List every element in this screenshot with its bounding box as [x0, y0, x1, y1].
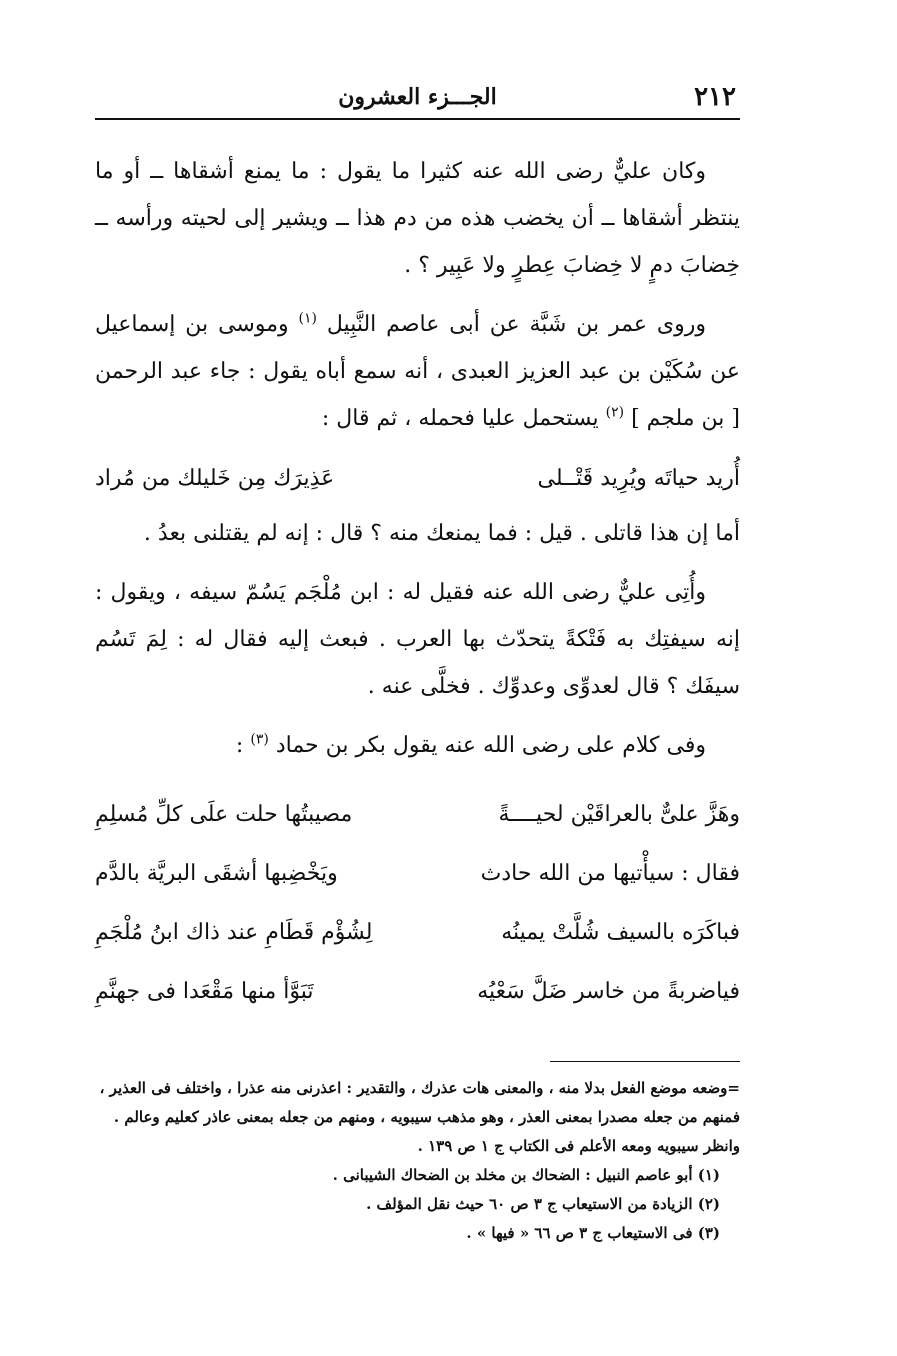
paragraph-2 [95, 301, 740, 442]
book-page [95, 78, 740, 1248]
main-text [95, 148, 740, 1021]
footnotes [95, 1074, 740, 1248]
footnote-3: (٣) فى الاستيعاب ج ٣ ص ٦٦ « فيها » . [466, 1224, 720, 1242]
header-rule [95, 118, 740, 120]
footnote-continuation: =وضعه موضع الفعل بدلا منه ، والمعنى هات عذرك ، والتقدير : اعذرنى منه عذرا ، واختلف فى العذير ، فمنهم من جعله مصدرا بمعنى العذر ، وهو مذهب سيبويه ، ومنهم من جعله بمعنى عاذر كعليم وعالم . وانظر سيبويه ومعه الأعلم فى الكتاب ج ١ ص ١٣٩ . [99, 1079, 740, 1155]
paragraph-3: أما إن هذا قاتلى . قيل : فما يمنعك منه ؟ قال : إنه لم يقتلنى بعدُ . [143, 521, 740, 546]
verse-hemistich-first: أُريد حياتَه ويُرِيد قَتْــلى [537, 466, 740, 491]
poem-verse-1-second: مصيبتُها حلت علَى كلِّ مُسلِمِ [95, 802, 353, 827]
paragraph-5-colon: : [235, 733, 244, 758]
poem-verse-1-first: وهَزَّ علىٌّ بالعراقَيْن لحيــــةً [498, 802, 740, 827]
poem-verse-3-second: لِشُؤْم قَطَامِ عند ذاك ابنُ مُلْجَمِ [95, 920, 373, 945]
page-number: ٢١٢ [694, 82, 736, 112]
page-header [95, 78, 740, 118]
verse-line [95, 454, 740, 504]
paragraph-5 [95, 722, 740, 769]
poem-verse-2-first: فقال : سيأْتيها من الله حادث [480, 861, 740, 886]
poem-verse-1 [95, 785, 740, 844]
poem [95, 785, 740, 1021]
paragraph-2-text-c: يستحمل عليا فحمله ، ثم قال : [321, 406, 599, 431]
poem-verse-3-first: فباكَرَه بالسيف شُلَّتْ يمينُه [501, 920, 740, 945]
footnote-ref-2: (٢) [605, 404, 625, 421]
poem-verse-4 [95, 962, 740, 1021]
poem-verse-4-first: فياضربةً من خاسر ضَلَّ سَعْيُه [477, 979, 740, 1004]
poem-verse-4-second: تَبَوَّأ منها مَقْعَدا فى جهنَّمِ [95, 979, 314, 1004]
footnote-rule [550, 1061, 740, 1062]
paragraph-5-text: وفى كلام على رضى الله عنه يقول بكر بن حماد [275, 733, 706, 758]
paragraph-2-text-b: وموسى بن إسماعيل عن سُكَيْن بن عبد العزيز العبدى ، أنه سمع أباه يقول : جاء عبد الرحمن [ بن ملجم ] [95, 312, 740, 431]
paragraph-4: وأُتِى عليٌّ رضى الله عنه فقيل له : ابن مُلْجَم يَسُمّ سيفه ، ويقول : إنه سيفتِك به فَتْكةً يتحدّث بها العرب . فبعث إليه فقال له : لِمَ تَسُم سيفَك ؟ قال لعدوِّى وعدوِّك . فخلَّى عنه . [95, 580, 740, 699]
footnote-1: (١) أبو عاصم النبيل : الضحاك بن مخلد بن الضحاك الشيبانى . [332, 1166, 720, 1184]
running-title: الجـــزء العشرون [338, 84, 497, 110]
verse-hemistich-second: عَذِيرَك مِن خَليلك من مُراد [95, 466, 335, 491]
poem-verse-2-second: ويَخْضِبها أشقَى البريَّة بالدَّم [95, 861, 338, 886]
poem-verse-2 [95, 844, 740, 903]
footnote-ref-3: (٣) [250, 731, 269, 748]
paragraph-1: وكان عليٌّ رضى الله عنه كثيرا ما يقول : ما يمنع أشقاها ــ أو ما ينتظر أشقاها ــ أن يخضب هذه من دم هذا ــ ويشير إلى لحيته ورأسه ــ خِضابَ دمٍ لا خِضابَ عِطرٍ ولا عَبِير ؟ . [95, 159, 740, 278]
footnote-ref-1: (١) [298, 310, 317, 327]
poem-verse-3 [95, 903, 740, 962]
footnote-2: (٢) الزيادة من الاستيعاب ج ٣ ص ٦٠ حيث نقل المؤلف . [366, 1195, 720, 1213]
paragraph-2-text-a: وروى عمر بن شَبَّة عن أبى عاصم النَّبِيل [326, 312, 706, 337]
